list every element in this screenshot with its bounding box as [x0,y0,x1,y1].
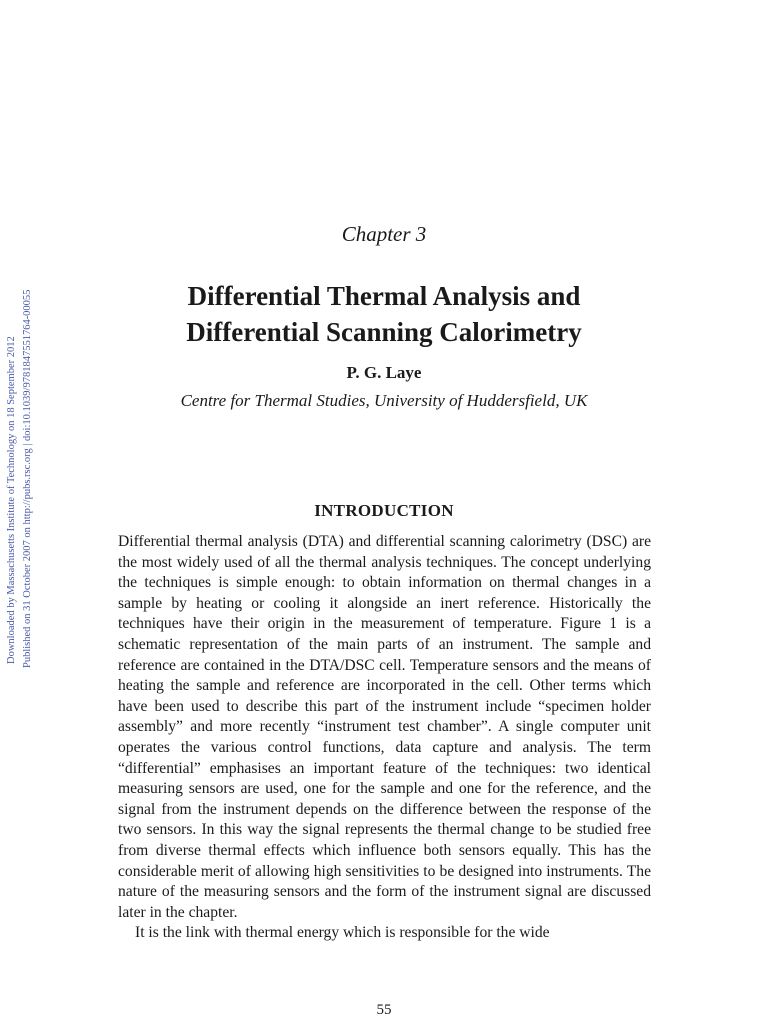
paragraph-2: It is the link with thermal energy which is responsible for the wide [135,924,550,942]
paragraph-1: Differential thermal analysis (DTA) and differential scanning calorimetry (DSC) are the most widely used of all the thermal analysis techniques. The concept underlying the techniques is simple enough: to obtain information on thermal changes in a sample by heating or cooling it alongside an inert reference. Historically the techniques have their origin in the measurement of temperature. Figure 1 is a schematic representation of the main parts of an instrument. The sample and reference are contained in the DTA/DSC cell. Temperature sensors and the means of heating the sample and reference are incorporated in the cell. Other terms which have been used to describe this part of the instrument include “specimen holder assembly” and more recently “instrument test chamber”. A single computer unit operates the various control functions, data capture and analysis. The term “differential” emphasises an important feature of the techniques: two identical measuring sensors are used, one for the sample and one for the reference, and the signal from the instrument depends on the difference between the response of the two sensors. In this way the signal represents the thermal change to be studied free from diverse thermal effects which influence both sensors equally. This has the considerable merit of allowing high sensitivities to be designed into instruments. The nature of the measuring sensors and the form of the instrument signal are discussed later in the chapter. [118,533,651,921]
chapter-label: Chapter 3 [341,222,427,246]
download-notice: Downloaded by Massachusetts Institute of Technology on 18 September 2012 [6,336,17,664]
author-name: P. G. Laye [346,363,422,382]
page-number: 55 [376,1002,392,1018]
title-line-2: Differential Scanning Calorimetry [186,317,582,347]
section-heading: INTRODUCTION [314,501,454,520]
publication-notice: Published on 31 October 2007 on http://pubs.rsc.org | doi:10.1039/9781847551764-00055 [22,289,33,668]
chapter-title [0,278,768,350]
body-text [118,532,651,944]
title-line-1: Differential Thermal Analysis and [187,281,581,311]
author-affiliation: Centre for Thermal Studies, University of Huddersfield, UK [180,391,588,410]
